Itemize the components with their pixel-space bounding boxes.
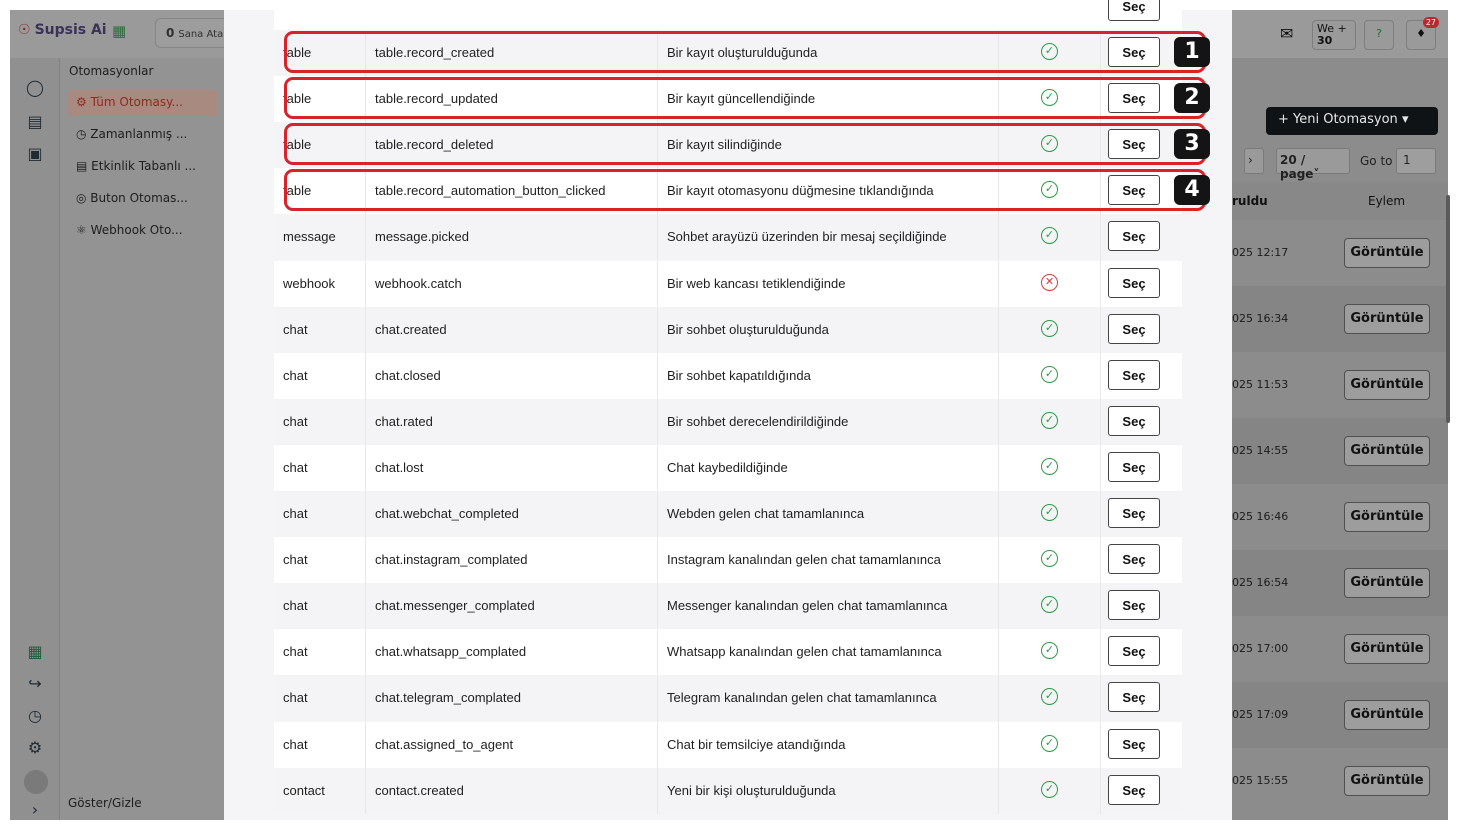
clock-icon[interactable]: ◷ [28, 706, 42, 725]
event-row [274, 722, 1182, 768]
event-row [274, 675, 1182, 721]
event-key: message.picked [366, 214, 658, 260]
logo-text: Supsis Ai [34, 22, 107, 38]
check-circle-icon: ✓ [1041, 458, 1058, 475]
event-row [274, 768, 1182, 814]
subnav-item-button[interactable] [68, 186, 218, 212]
history-icon: ◷ [76, 127, 91, 141]
event-category: chat [274, 675, 366, 721]
view-button[interactable]: Görüntüle [1344, 766, 1430, 796]
select-button[interactable]: Seç [1108, 682, 1160, 712]
caret-down-icon: ▾ [1401, 112, 1409, 127]
event-description: Bir sohbet kapatıldığında [658, 353, 999, 399]
event-row [274, 445, 1182, 491]
subnav-item-label: Tüm Otomasy... [90, 95, 183, 109]
select-button[interactable]: Seç [1108, 129, 1160, 159]
event-key: chat.assigned_to_agent [366, 722, 658, 768]
event-key: chat.messenger_complated [366, 583, 658, 629]
status-cell [999, 768, 1101, 814]
event-key: table.record_updated [366, 76, 658, 122]
select-button[interactable]: Seç [1108, 636, 1160, 666]
dashboard-grid-icon[interactable]: ▦ [27, 642, 43, 661]
select-cell [1101, 537, 1182, 583]
credit-count: 0 [166, 26, 175, 40]
step-number-badge: 2 [1174, 83, 1210, 113]
status-cell [999, 307, 1101, 353]
page-scrollbar[interactable] [1446, 195, 1450, 423]
event-description: Bir sohbet derecelendirildiğinde [658, 399, 999, 445]
new-automation-button[interactable] [1266, 107, 1438, 135]
highlight-box [284, 77, 1206, 119]
check-circle-icon: ✓ [1041, 227, 1058, 244]
page-size-value: 20 / page [1280, 153, 1314, 181]
row-date: 025 12:17 [1232, 246, 1289, 259]
event-description: Bir kayıt güncellendiğinde [658, 76, 999, 122]
event-category: webhook [274, 261, 366, 307]
event-description: Bir sohbet oluşturulduğunda [658, 307, 999, 353]
table-row-partial [274, 0, 1182, 30]
app-logo[interactable] [18, 22, 107, 38]
event-key: table.record_automation_button_clicked [366, 168, 658, 214]
event-key: contact.created [366, 768, 658, 814]
event-key: chat.created [366, 307, 658, 353]
check-circle-icon: ✓ [1041, 735, 1058, 752]
event-category: chat [274, 445, 366, 491]
chat-icon[interactable]: ◯ [26, 78, 44, 97]
share-icon[interactable]: ↪ [28, 674, 42, 693]
icon-rail [10, 58, 60, 820]
highlight-box [284, 169, 1206, 211]
status-cell [999, 399, 1101, 445]
step-number-badge: 3 [1174, 129, 1210, 159]
event-category: chat [274, 722, 366, 768]
select-button[interactable]: Seç [1108, 37, 1160, 67]
select-cell [1101, 353, 1182, 399]
table-row [1232, 748, 1448, 814]
row-date: 025 16:46 [1232, 510, 1289, 523]
select-cell [1101, 399, 1182, 445]
event-key: chat.closed [366, 353, 658, 399]
select-cell [1101, 722, 1182, 768]
event-key: chat.whatsapp_complated [366, 629, 658, 675]
select-button[interactable]: Seç [1108, 221, 1160, 251]
settings-gear-icon[interactable]: ⚙ [27, 738, 43, 757]
event-category: table [274, 30, 366, 76]
app-screen [10, 0, 1448, 820]
event-description: Instagram kanalından gelen chat tamamlanınca [658, 537, 999, 583]
column-action: Eylem [1368, 194, 1406, 208]
event-key: chat.instagram_complated [366, 537, 658, 583]
row-date: 025 16:54 [1232, 576, 1289, 589]
event-description: Yeni bir kişi oluşturulduğunda [658, 768, 999, 814]
plus-icon: + [1337, 22, 1347, 35]
select-button[interactable]: Seç [1108, 0, 1160, 21]
event-category: contact [274, 768, 366, 814]
table-row [1232, 220, 1448, 286]
status-cell [999, 629, 1101, 675]
event-row [274, 399, 1182, 445]
webhook-icon: ⚛ [76, 223, 91, 237]
event-row [274, 629, 1182, 675]
gear-icon: ⚙ [76, 95, 91, 109]
check-circle-icon: ✓ [1041, 688, 1058, 705]
row-date: 025 15:55 [1232, 774, 1289, 787]
inbox-icon[interactable]: ▣ [27, 144, 43, 163]
check-circle-icon: ✓ [1041, 135, 1058, 152]
pagination [1232, 148, 1448, 181]
status-cell [999, 261, 1101, 307]
subnav-item-all[interactable] [68, 90, 218, 116]
event-category: chat [274, 537, 366, 583]
select-button[interactable]: Seç [1108, 452, 1160, 482]
select-button[interactable]: Seç [1108, 268, 1160, 298]
view-button[interactable]: Görüntüle [1344, 634, 1430, 664]
user-avatar[interactable] [24, 770, 48, 794]
status-cell [999, 491, 1101, 537]
event-description: Bir kayıt oluşturulduğunda [658, 30, 999, 76]
status-cell [999, 537, 1101, 583]
event-picker-modal [224, 0, 1232, 820]
row-date: 025 16:34 [1232, 312, 1289, 325]
event-description: Bir kayıt silindiğinde [658, 122, 999, 168]
check-circle-icon: ✓ [1041, 320, 1058, 337]
select-cell [1101, 0, 1182, 30]
event-category: chat [274, 583, 366, 629]
view-button[interactable]: Görüntüle [1344, 304, 1430, 334]
view-button[interactable]: Görüntüle [1344, 568, 1430, 598]
event-description: Bir kayıt otomasyonu düğmesine tıklandığında [658, 168, 999, 214]
check-circle-icon: ✓ [1041, 596, 1058, 613]
show-hide-toggle[interactable]: Göster/Gizle [68, 796, 142, 810]
subnav-item-webhook[interactable] [68, 218, 218, 244]
step-number-badge: 4 [1174, 175, 1210, 205]
select-button[interactable]: Seç [1108, 544, 1160, 574]
check-circle-icon: ✓ [1041, 366, 1058, 383]
select-cell [1101, 675, 1182, 721]
calendar-icon: ▤ [76, 159, 92, 173]
credit-widget[interactable] [155, 18, 235, 48]
select-cell [1101, 768, 1182, 814]
check-circle-icon: ✓ [1041, 181, 1058, 198]
x-circle-icon: ✕ [1041, 274, 1058, 291]
event-description: Messenger kanalından gelen chat tamamlanınca [658, 583, 999, 629]
goto-label: Go to [1360, 154, 1393, 168]
select-button[interactable]: Seç [1108, 360, 1160, 390]
event-description: Whatsapp kanalından gelen chat tamamlanınca [658, 629, 999, 675]
select-button[interactable]: Seç [1108, 175, 1160, 205]
check-circle-icon: ✓ [1041, 550, 1058, 567]
event-category: table [274, 76, 366, 122]
event-description: Sohbet arayüzü üzerinden bir mesaj seçildiğinde [658, 214, 999, 260]
event-key: chat.telegram_complated [366, 675, 658, 721]
select-cell [1101, 491, 1182, 537]
event-row [274, 353, 1182, 399]
select-button[interactable]: Seç [1108, 775, 1160, 805]
subnav-item-label: Etkinlik Tabanlı ... [91, 159, 196, 173]
event-row [274, 583, 1182, 629]
automation-list-panel [1232, 10, 1448, 820]
status-cell [999, 353, 1101, 399]
event-description: Chat bir temsilciye atandığında [658, 722, 999, 768]
pointer-icon: ◎ [76, 191, 91, 205]
event-category: chat [274, 491, 366, 537]
check-circle-icon: ✓ [1041, 412, 1058, 429]
event-description: Telegram kanalından gelen chat tamamlanınca [658, 675, 999, 721]
header-we: We [1317, 22, 1334, 35]
status-cell [999, 722, 1101, 768]
table-row [1232, 484, 1448, 550]
event-key: table.record_created [366, 30, 658, 76]
status-cell [999, 583, 1101, 629]
subnav-title: Otomasyonlar [69, 64, 154, 78]
event-category: chat [274, 353, 366, 399]
subnav-item-event-based[interactable] [68, 154, 218, 180]
table-row [1232, 550, 1448, 616]
view-button[interactable]: Görüntüle [1344, 370, 1430, 400]
page-size-select[interactable] [1276, 148, 1350, 181]
event-category: chat [274, 629, 366, 675]
event-key: chat.webchat_completed [366, 491, 658, 537]
plus-icon: + [1278, 112, 1294, 127]
header-num: 30 [1317, 34, 1333, 47]
select-cell [1101, 629, 1182, 675]
event-row [274, 261, 1182, 307]
select-button[interactable]: Seç [1108, 83, 1160, 113]
table-header [1232, 182, 1448, 220]
subnav-item-label: Zamanlanmış ... [90, 127, 188, 141]
table-row [1232, 616, 1448, 682]
select-cell [1101, 214, 1182, 260]
row-date: 025 17:00 [1232, 642, 1289, 655]
event-row [274, 491, 1182, 537]
table-row [1232, 418, 1448, 484]
row-date: 025 17:09 [1232, 708, 1289, 721]
event-row [274, 307, 1182, 353]
view-button[interactable]: Görüntüle [1344, 502, 1430, 532]
select-button[interactable]: Seç [1108, 406, 1160, 436]
new-automation-label: Yeni Otomasyon [1293, 112, 1398, 127]
chevron-down-icon: ˅ [1313, 167, 1320, 181]
step-number-badge: 1 [1174, 37, 1210, 67]
status-cell [999, 445, 1101, 491]
highlight-box [284, 31, 1206, 73]
select-cell [1101, 261, 1182, 307]
event-category: table [274, 168, 366, 214]
check-circle-icon: ✓ [1041, 504, 1058, 521]
select-button[interactable]: Seç [1108, 314, 1160, 344]
view-button[interactable]: Görüntüle [1344, 700, 1430, 730]
event-key: webhook.catch [366, 261, 658, 307]
view-button[interactable]: Görüntüle [1344, 238, 1430, 268]
event-key: chat.lost [366, 445, 658, 491]
check-circle-icon: ✓ [1041, 642, 1058, 659]
bell-icon[interactable]: ♦ 27 [1406, 20, 1436, 50]
status-cell [999, 214, 1101, 260]
next-page-button[interactable]: › [1244, 148, 1264, 174]
check-circle-icon: ✓ [1041, 89, 1058, 106]
automation-subnav [60, 58, 224, 820]
subnav-item-label: Webhook Oto... [90, 223, 183, 237]
event-description: Chat kaybedildiğinde [658, 445, 999, 491]
event-row [274, 537, 1182, 583]
goto-input[interactable]: 1 [1396, 148, 1436, 174]
event-category: chat [274, 399, 366, 445]
subnav-item-label: Buton Otomas... [90, 191, 188, 205]
column-created: ruldu [1232, 194, 1268, 208]
table-row [1232, 286, 1448, 352]
select-cell [1101, 583, 1182, 629]
contacts-icon[interactable]: ▤ [27, 112, 43, 131]
status-cell [999, 675, 1101, 721]
apps-grid-icon[interactable]: ▦ [112, 22, 127, 40]
event-description: Webden gelen chat tamamlanınca [658, 491, 999, 537]
check-circle-icon: ✓ [1041, 43, 1058, 60]
chevron-right-icon[interactable]: › [31, 800, 39, 819]
row-date: 025 14:55 [1232, 444, 1289, 457]
event-category: table [274, 122, 366, 168]
select-cell [1101, 445, 1182, 491]
mail-icon[interactable]: ✉ [1280, 24, 1294, 43]
table-row [1232, 682, 1448, 748]
credit-label: Sana Ata [178, 29, 224, 40]
table-row [1232, 352, 1448, 418]
event-category: message [274, 214, 366, 260]
select-button[interactable]: Seç [1108, 590, 1160, 620]
event-row [274, 214, 1182, 260]
event-key: table.record_deleted [366, 122, 658, 168]
chat-bubbles-icon: ☉ [18, 22, 31, 38]
event-key: chat.rated [366, 399, 658, 445]
notification-count: 27 [1423, 17, 1439, 28]
select-cell [1101, 307, 1182, 353]
event-description: Bir web kancası tetiklendiğinde [658, 261, 999, 307]
check-circle-icon: ✓ [1041, 781, 1058, 798]
select-button[interactable]: Seç [1108, 498, 1160, 528]
highlight-box [284, 123, 1206, 165]
row-date: 025 11:53 [1232, 378, 1289, 391]
event-category: chat [274, 307, 366, 353]
select-button[interactable]: Seç [1108, 729, 1160, 759]
header-stat-button[interactable] [1312, 20, 1356, 50]
help-icon[interactable]: ? [1364, 20, 1394, 50]
subnav-item-scheduled[interactable] [68, 122, 218, 148]
view-button[interactable]: Görüntüle [1344, 436, 1430, 466]
